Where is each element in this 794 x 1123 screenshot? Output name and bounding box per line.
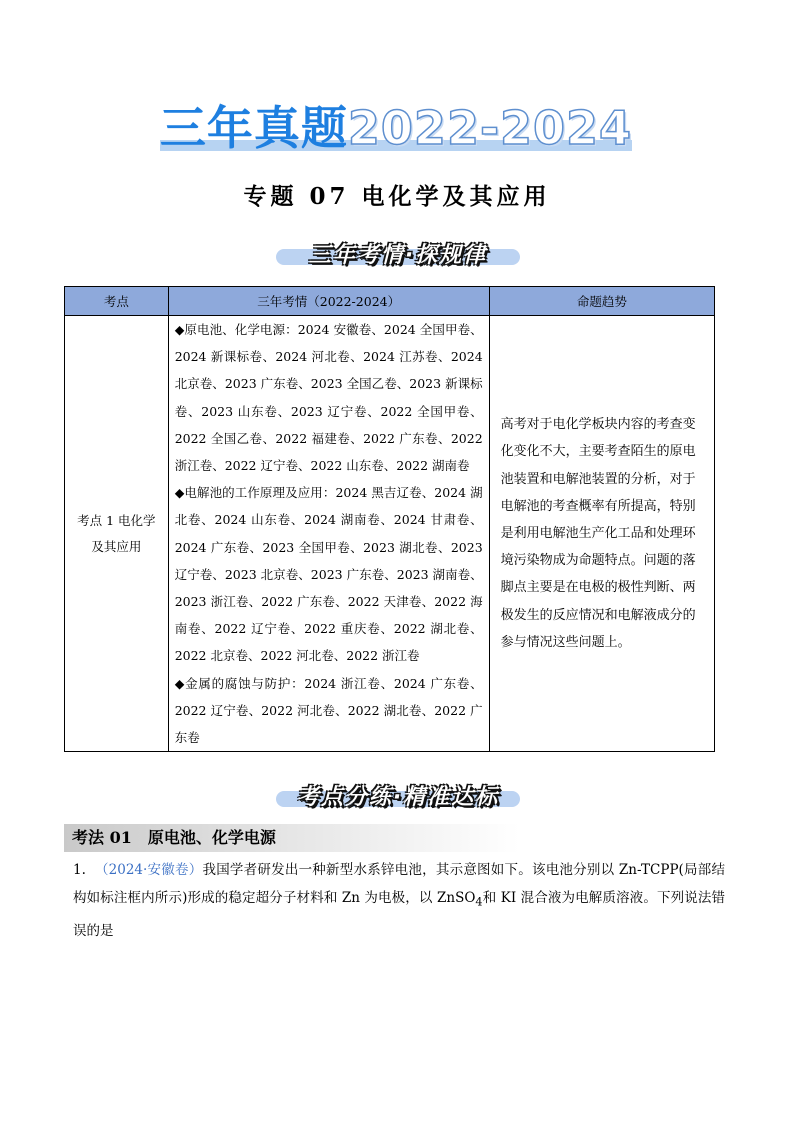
- section-heading-trends: [276, 241, 520, 271]
- question-1: [73, 856, 725, 945]
- method-heading-bar: [64, 824, 715, 852]
- topic-title: 专题 07 电化学及其应用: [243, 183, 551, 210]
- banner-title-cn: 三年真题: [159, 101, 348, 155]
- section-heading-text: 考点分练·精准达标: [296, 785, 500, 810]
- question-subscript: 4: [475, 895, 483, 909]
- cell-exam-years: [168, 316, 489, 752]
- table-row: [65, 316, 715, 752]
- question-text-b: 和 KI 混合液为电解质溶液。下列说法错误的是: [73, 890, 725, 939]
- exam-item-electrolysis: ◆电解池的工作原理及应用：2024 黑吉辽卷、2024 湖北卷、2024 山东卷、2024 湖南卷、2024 甘肃卷、2024 广东卷、2023 全国甲卷、2023 湖北卷、2023 辽宁卷、2023 北京卷、2023 广东卷、2023 湖南卷、2023 浙江卷、2022 广东卷、2022 天津卷、2022 海南卷、2022 辽宁卷、2022 重庆卷、2022 湖北卷、2022 北京卷、2022 河北卷、2022 浙江卷: [174, 485, 483, 664]
- section-heading-practice: [276, 783, 520, 813]
- question-source: （2024·安徽卷）: [94, 862, 203, 878]
- exam-item-primary-cells: ◆原电池、化学电源：2024 安徽卷、2024 全国甲卷、2024 新课标卷、2024 河北卷、2024 江苏卷、2024 北京卷、2023 广东卷、2023 全国乙卷、2023 新课标卷、2023 山东卷、2023 辽宁卷、2022 全国甲卷、2022 全国乙卷、2022 福建卷、2022 广东卷、2022 浙江卷、2022 辽宁卷、2022 山东卷、2022 湖南卷: [174, 322, 483, 474]
- method-title: 考法 01 原电池、化学电源: [72, 828, 276, 847]
- question-text-a: 我国学者研发出一种新型水系锌电池，其示意图如下。该电池分别以 Zn-TCPP(局部结构如标注框内所示)形成的稳定超分子材料和 Zn 为电极，以 ZnSO: [73, 862, 725, 906]
- exam-analysis-table: [64, 286, 715, 752]
- header-banner: [158, 100, 634, 156]
- exam-item-corrosion: ◆金属的腐蚀与防护：2024 浙江卷、2024 广东卷、2022 辽宁卷、2022 河北卷、2022 湖北卷、2022 广东卷: [174, 675, 483, 746]
- cell-trend: 高考对于电化学板块内容的考查变化变化不大，主要考查陌生的原电池装置和电解池装置的分析，对于电解池的考查概率有所提高，特别是利用电解池生产化工品和处理环境污染物成为命题特点。问题的落脚点主要是在电极的极性判断、两极发生的反应情况和电解液成分的参与情况这些问题上。: [489, 316, 714, 752]
- header-trend: 命题趋势: [489, 287, 714, 316]
- question-number: 1.: [73, 862, 86, 878]
- section-heading-text: 三年考情·探规律: [308, 243, 488, 268]
- banner-title: [158, 100, 634, 156]
- cell-kaodian: 考点 1 电化学及其应用: [65, 316, 169, 752]
- banner-title-years: 2022-2024: [347, 101, 633, 155]
- header-three-years: 三年考情（2022-2024）: [168, 287, 489, 316]
- header-kaodian: 考点: [65, 287, 169, 316]
- table-header-row: [65, 287, 715, 316]
